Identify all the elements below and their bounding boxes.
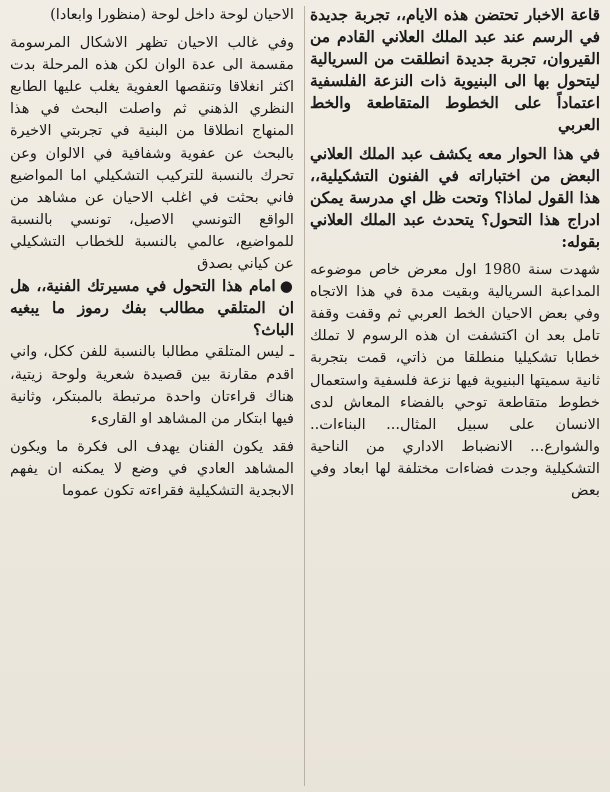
bullet-icon: ●: [279, 277, 294, 296]
column-divider: [304, 6, 305, 786]
article-column-right: [310, 4, 600, 502]
interview-question-1: في هذا الحوار معه يكشف عبد الملك العلاني البعض من اختباراته في الفنون التشكيلية،، هذا القول لماذا؟ وتحت ظل اي مدرسة يمكن ادراج هذا التحول؟ يتحدث عبد الملك العلاني بقوله:: [310, 144, 600, 251]
interview-answer-1: شهدت سنة 1980 اول معرض خاص موضوعه المداعبة السريالية وبقيت مدة في هذا الاتجاه وفي بعض الاحيان الخط العربي ثم وقفت وقفة تامل بعد ان اكتشفت ان هذه الرسوم لا تملك خطابا تشكيليا منطلقا من ذاتي، قمت بتجربة ثانية سميتها البنيوية فيها نزعة فلسفية واستعمال خطوط متقاطعة توحي بالفضاء المعاش لدى الانسان على سبيل المثال... البناءات.. والشوارع... الانضباط الاداري من الناحية التشكيلية وجدت فضاءات مختلفة لها ابعاد وفي بعض: [310, 261, 600, 499]
interview-answer-1-part-2: وفي غالب الاحيان تظهر الاشكال المرسومة مقسمة الى عدة الوان لكن هذه المرحلة بدت اكثر انغلاقا وتنقصها العفوية يغلب عليها الطابع النظري الذهني ثم واصلت البحث في هذا المنهاج انطلاقا من البنية في تجربتي الاخيرة بالبحث عن عفوية وشفافية في الالوان وعن تحرك بالنسبة للتركيب التشكيلي اما المواضيع فاني بحثت في اغلب الاحيان عن مشاهد من الواقع التونسي الاصيل، تونسي بالنسبة للمواضيع، عالمي بالنسبة للخطاب التشكيلي عن كياني بصدق: [10, 34, 294, 273]
interview-answer-3: فقد يكون الفنان يهدف الى فكرة ما ويكون المشاهد العادي في وضع لا يمكنه ان يفهم الابجدية التشكيلية فقراءته تكون عموما: [10, 437, 294, 499]
answer-continuation: الاحيان لوحة داخل لوحة (منظورا وابعادا): [50, 6, 294, 23]
interview-question-2: [10, 275, 294, 341]
interview-answer-2: ـ ليس المتلقي مطالبا بالنسبة للفن ككل، واني اقدم مقارنة بين قصيدة شعرية ولوحة زيتية، هناك قراءتان واحدة مرتبطة بالمبتكر، وثانية فيها ابتكار من المشاهد او القارىء: [10, 343, 294, 427]
article-intro: قاعة الاخبار تحتضن هذه الايام،، تجربة جديدة في الرسم عند عبد الملك العلاني القادم من القيروان، تجربة جديدة انطلقت من السريالية ليتحول بها الى البنيوية ذات النزعة الفلسفية اعتماداً على الخطوط المتقاطعة والخط العربي: [310, 6, 600, 135]
article-column-left: [10, 4, 294, 502]
question-2-text: امام هذا التحول في مسيرتك الفنية،، هل ان المتلقي مطالب بفك رموز ما يبغيه الباث؟: [10, 277, 294, 340]
